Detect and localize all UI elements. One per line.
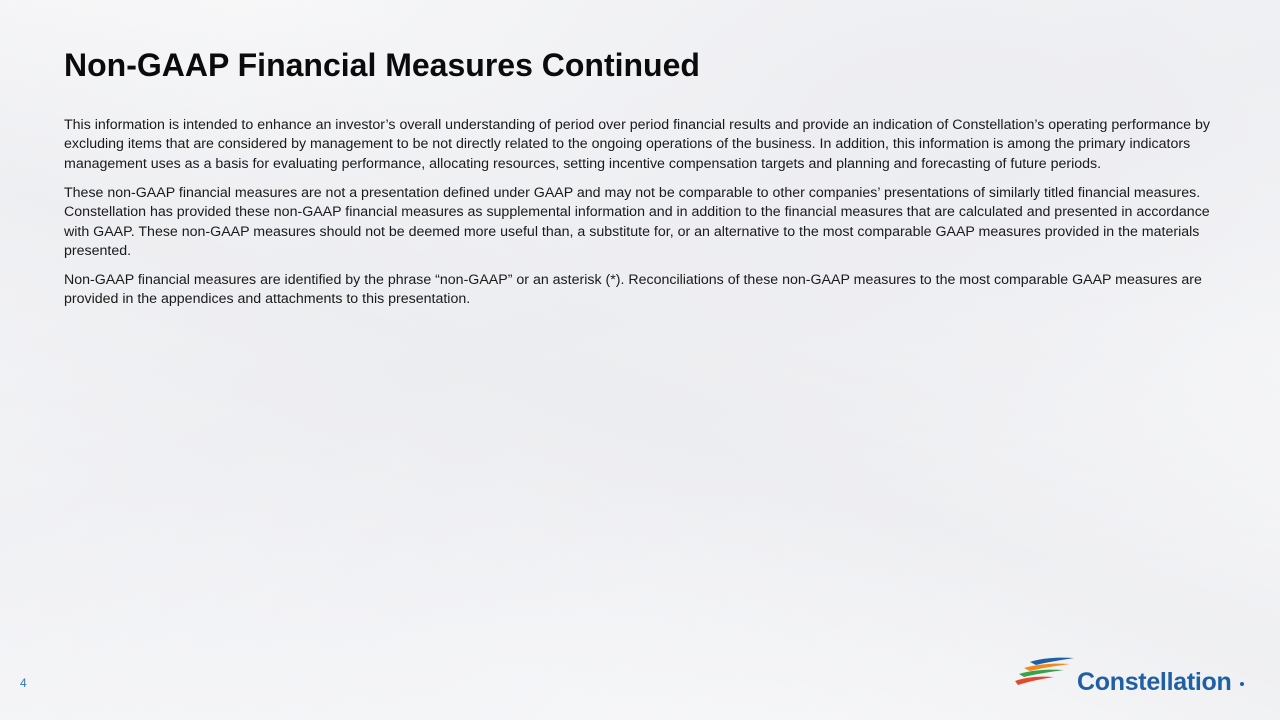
logo-trademark-dot <box>1240 682 1244 686</box>
constellation-logo <box>1012 656 1252 700</box>
paragraph-purpose: This information is intended to enhance an investor’s overall understanding of period over period financial results and provide an indication of Constellation’s operating performance by excluding items that are considered by management to be not directly related to the ongoing operations of the business. In addition, this information is among the primary indicators management uses as a basis for evaluating performance, allocating resources, setting incentive compensation targets and planning and forecasting of future periods. <box>64 117 1210 172</box>
slide-title: Non-GAAP Financial Measures Continued <box>64 47 700 83</box>
slide-body <box>64 116 1214 319</box>
logo-wordmark: Constellation <box>1077 668 1232 696</box>
paragraph-identification: Non-GAAP financial measures are identified by the phrase “non-GAAP” or an asterisk (*). Reconciliations of these non-GAAP measures to the most comparable GAAP measures are provided in the appendices and attachments to this presentation. <box>64 271 1202 308</box>
constellation-swoosh-icon <box>1012 656 1076 690</box>
page-number: 4 <box>20 676 27 690</box>
paragraph-disclaimer: These non-GAAP financial measures are not a presentation defined under GAAP and may not be comparable to other companies’ presentations of similarly titled financial measures. Constellation has provided these non-GAAP financial measures as supplemental information and in addition to the financial measures that are calculated and presented in accordance with GAAP. These non-GAAP measures should not be deemed more useful than, a substitute for, or an alternative to the most comparable GAAP measures provided in the materials presented. <box>64 184 1210 259</box>
